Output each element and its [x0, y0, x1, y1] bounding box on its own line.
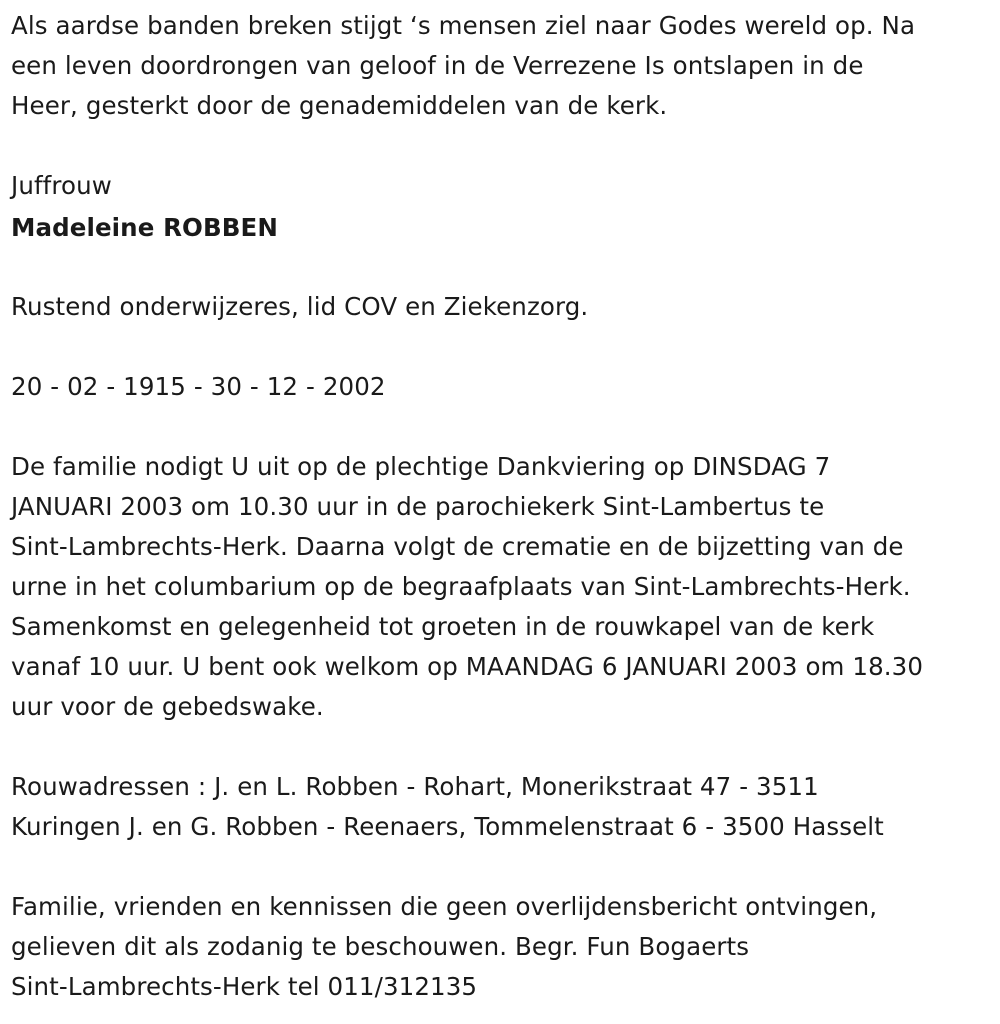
spacer — [11, 847, 996, 887]
person-description: Rustend onderwijzeres, lid COV en Ziekenzorg. — [11, 292, 589, 321]
spacer — [11, 407, 996, 447]
person-dates: 20 - 02 - 1915 - 30 - 12 - 2002 — [11, 372, 386, 401]
intro-paragraph — [11, 6, 996, 126]
ceremony-line: JANUARI 2003 om 10.30 uur in de parochiekerk Sint-Lambertus te — [11, 492, 825, 521]
ceremony-line: De familie nodigt U uit op de plechtige Dankviering op DINSDAG 7 — [11, 452, 831, 481]
spacer — [11, 327, 996, 367]
intro-line: Heer, gesterkt door de genademiddelen van de kerk. — [11, 91, 668, 120]
obituary-notice — [11, 6, 996, 1007]
closing-paragraph — [11, 887, 996, 1007]
address-line: Rouwadressen : J. en L. Robben - Rohart, Monerikstraat 47 - 3511 — [11, 772, 819, 801]
address-line: Kuringen J. en G. Robben - Reenaers, Tommelenstraat 6 - 3500 Hasselt — [11, 812, 884, 841]
ceremony-paragraph — [11, 447, 996, 727]
spacer — [11, 727, 996, 767]
ceremony-line: uur voor de gebedswake. — [11, 692, 324, 721]
person-name: Madeleine ROBBEN — [11, 213, 278, 242]
ceremony-line: Samenkomst en gelegenheid tot groeten in de rouwkapel van de kerk — [11, 612, 875, 641]
ceremony-line: Sint-Lambrechts-Herk. Daarna volgt de crematie en de bijzetting van de — [11, 532, 904, 561]
spacer — [11, 126, 996, 166]
closing-line: gelieven dit als zodanig te beschouwen. Begr. Fun Bogaerts — [11, 932, 750, 961]
person-title: Juffrouw — [11, 171, 112, 200]
ceremony-line: urne in het columbarium op de begraafplaats van Sint-Lambrechts-Herk. — [11, 572, 911, 601]
spacer — [11, 247, 996, 287]
ceremony-line: vanaf 10 uur. U bent ook welkom op MAANDAG 6 JANUARI 2003 om 18.30 — [11, 652, 924, 681]
addresses-paragraph — [11, 767, 996, 847]
closing-line: Familie, vrienden en kennissen die geen overlijdensbericht ontvingen, — [11, 892, 878, 921]
closing-line: Sint-Lambrechts-Herk tel 011/312135 — [11, 972, 478, 1001]
intro-line: Als aardse banden breken stijgt ‘s mensen ziel naar Godes wereld op. Na — [11, 11, 916, 40]
intro-line: een leven doordrongen van geloof in de Verrezene Is ontslapen in de — [11, 51, 864, 80]
